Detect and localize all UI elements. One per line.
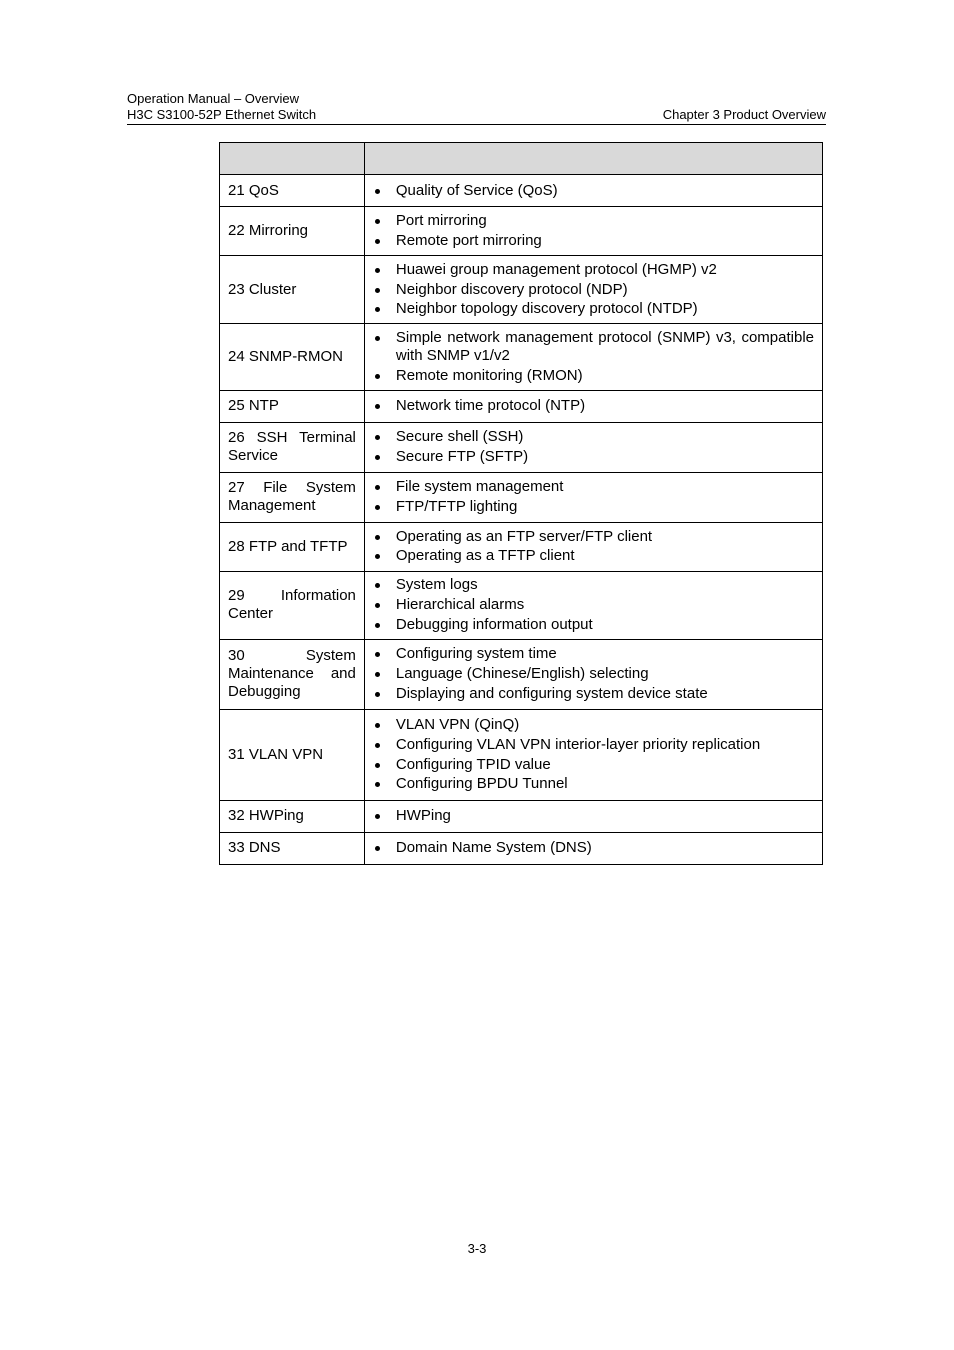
table-row <box>220 832 823 864</box>
table-header-row <box>220 143 823 175</box>
bullet-item: Configuring TPID value <box>373 756 814 774</box>
table-row <box>220 571 823 639</box>
table-row <box>220 422 823 472</box>
feature-cell: 31 VLAN VPN <box>220 709 365 800</box>
feature-table <box>219 142 823 865</box>
table-row <box>220 639 823 709</box>
bullet-item: Configuring VLAN VPN interior-layer priority replication <box>373 736 814 754</box>
bullet-list <box>373 716 814 793</box>
table-row <box>220 709 823 800</box>
feature-cell: 22 Mirroring <box>220 207 365 256</box>
table-body <box>220 175 823 865</box>
feature-cell: 25 NTP <box>220 390 365 422</box>
bullet-item: Displaying and configuring system device state <box>373 685 814 703</box>
bullet-list <box>373 329 814 385</box>
table-row <box>220 256 823 324</box>
chapter-title: Chapter 3 Product Overview <box>662 107 826 122</box>
table-header-description <box>364 143 822 175</box>
table-row <box>220 390 823 422</box>
bullet-item: Port mirroring <box>373 212 814 230</box>
description-cell <box>364 832 822 864</box>
page-number: 3-3 <box>467 1241 487 1256</box>
bullet-item: System logs <box>373 576 814 594</box>
bullet-item: Network time protocol (NTP) <box>373 397 814 415</box>
table-header-feature <box>220 143 365 175</box>
feature-cell: 24 SNMP-RMON <box>220 324 365 390</box>
bullet-list <box>373 428 814 466</box>
bullet-list <box>373 839 814 857</box>
bullet-item: Remote port mirroring <box>373 232 814 250</box>
bullet-item: VLAN VPN (QinQ) <box>373 716 814 734</box>
bullet-item: Operating as an FTP server/FTP client <box>373 528 814 546</box>
table-row <box>220 800 823 832</box>
product-name: H3C S3100-52P Ethernet Switch <box>127 107 317 122</box>
bullet-item: Hierarchical alarms <box>373 596 814 614</box>
table-row <box>220 207 823 256</box>
bullet-item: Huawei group management protocol (HGMP) v2 <box>373 261 814 279</box>
bullet-list <box>373 807 814 825</box>
bullet-item: Neighbor topology discovery protocol (NTDP) <box>373 300 814 318</box>
bullet-list <box>373 478 814 516</box>
feature-cell: 28 FTP and TFTP <box>220 522 365 571</box>
bullet-list <box>373 576 814 634</box>
bullet-item: Secure shell (SSH) <box>373 428 814 446</box>
bullet-item: Simple network management protocol (SNMP) v3, compatible with SNMP v1/v2 <box>373 329 814 365</box>
bullet-item: Remote monitoring (RMON) <box>373 367 814 385</box>
feature-cell: 27 File System Management <box>220 472 365 522</box>
description-cell <box>364 639 822 709</box>
header-divider <box>127 124 826 125</box>
description-cell <box>364 472 822 522</box>
bullet-item: Language (Chinese/English) selecting <box>373 665 814 683</box>
bullet-item: FTP/TFTP lighting <box>373 498 814 516</box>
feature-cell: 32 HWPing <box>220 800 365 832</box>
description-cell <box>364 422 822 472</box>
bullet-item: Debugging information output <box>373 616 814 634</box>
description-cell <box>364 709 822 800</box>
table-row <box>220 472 823 522</box>
bullet-item: Quality of Service (QoS) <box>373 182 814 200</box>
feature-cell: 21 QoS <box>220 175 365 207</box>
feature-cell: 26 SSH Terminal Service <box>220 422 365 472</box>
bullet-list <box>373 528 814 566</box>
description-cell <box>364 571 822 639</box>
description-cell <box>364 324 822 390</box>
bullet-item: File system management <box>373 478 814 496</box>
bullet-list <box>373 397 814 415</box>
feature-cell: 23 Cluster <box>220 256 365 324</box>
bullet-item: Configuring BPDU Tunnel <box>373 775 814 793</box>
table-row <box>220 324 823 390</box>
description-cell <box>364 175 822 207</box>
description-cell <box>364 390 822 422</box>
bullet-list <box>373 261 814 319</box>
description-cell <box>364 256 822 324</box>
bullet-item: Operating as a TFTP client <box>373 547 814 565</box>
bullet-list <box>373 645 814 703</box>
bullet-item: HWPing <box>373 807 814 825</box>
feature-cell: 33 DNS <box>220 832 365 864</box>
bullet-list <box>373 212 814 250</box>
table-row <box>220 175 823 207</box>
table-row <box>220 522 823 571</box>
description-cell <box>364 522 822 571</box>
bullet-item: Neighbor discovery protocol (NDP) <box>373 281 814 299</box>
bullet-item: Configuring system time <box>373 645 814 663</box>
bullet-item: Secure FTP (SFTP) <box>373 448 814 466</box>
page-header <box>127 91 826 123</box>
bullet-list <box>373 182 814 200</box>
manual-title: Operation Manual – Overview <box>127 91 299 106</box>
description-cell <box>364 207 822 256</box>
feature-cell: 30 System Maintenance and Debugging <box>220 639 365 709</box>
bullet-item: Domain Name System (DNS) <box>373 839 814 857</box>
feature-cell: 29 Information Center <box>220 571 365 639</box>
description-cell <box>364 800 822 832</box>
